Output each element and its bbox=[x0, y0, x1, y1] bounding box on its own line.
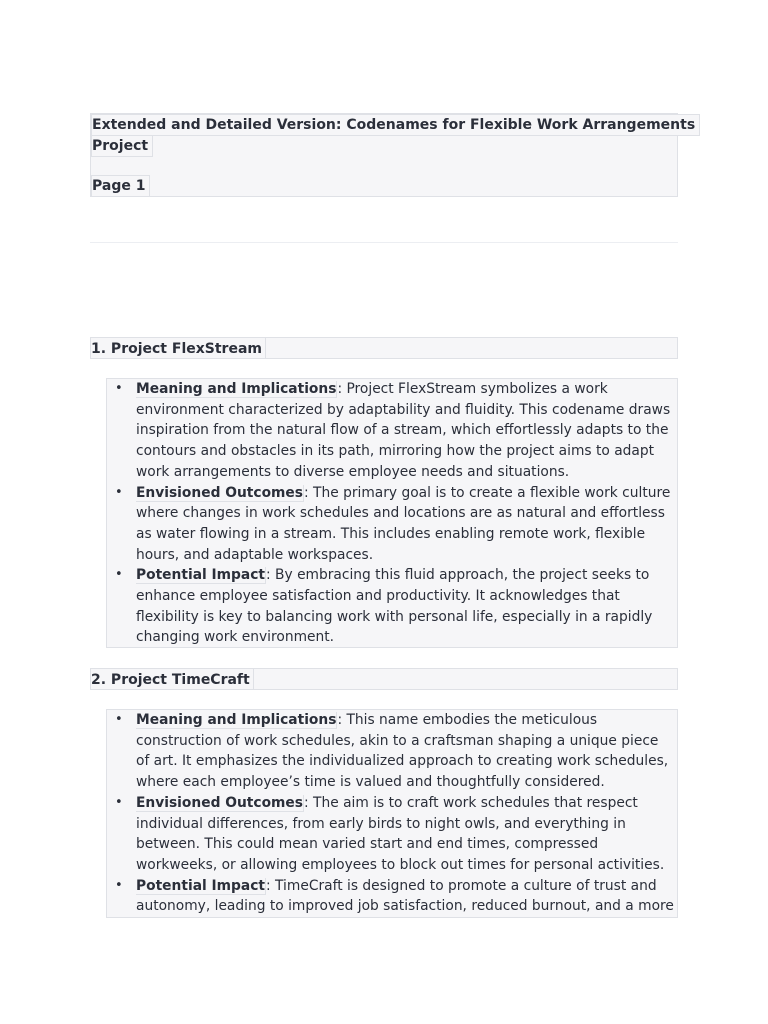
bullet-text: : Project FlexStream symbolizes a work environment characterized by adaptability and fluidity. This codename draws inspiration from the natural flow of a stream, which effortlessly adapts to the contours and obstacles in its path, mirroring how the project aims to adapt work arrangements to diverse employee needs and situations. bbox=[136, 381, 671, 480]
bullet-term: Envisioned Outcomes bbox=[136, 484, 303, 501]
list-item bbox=[107, 565, 677, 648]
list-item bbox=[107, 710, 677, 793]
bullet-icon: • bbox=[115, 712, 123, 727]
bullet-term: Envisioned Outcomes bbox=[136, 794, 303, 811]
bullet-icon: • bbox=[115, 567, 123, 583]
section-heading-text: 2. Project TimeCraft bbox=[90, 668, 254, 690]
list-item bbox=[107, 483, 677, 566]
bullet-text: : The aim is to craft work schedules that respect individual differences, from early birds to night owls, and everything in between. This could mean varied start and end times, compressed workweeks, or allowing employees to block out times for personal activities. bbox=[136, 794, 665, 873]
bullet-icon: • bbox=[115, 381, 123, 396]
title-block bbox=[90, 113, 696, 197]
divider bbox=[90, 242, 678, 243]
bullet-term: Potential Impact bbox=[136, 567, 266, 584]
bullet-text: : By embracing this fluid approach, the project seeks to enhance employee satisfaction and productivity. It acknowledges that flexibility is key to balancing work with personal life, especially in a rapidly changing work environment. bbox=[136, 567, 653, 646]
bullet-term: Potential Impact bbox=[136, 877, 266, 894]
page-label: Page 1 bbox=[91, 175, 150, 197]
list-item bbox=[107, 379, 677, 483]
section-heading-timecraft bbox=[90, 668, 678, 690]
bullet-text: : This name embodies the meticulous construction of work schedules, akin to a craftsman shaping a unique piece of art. It emphasizes the individualized approach to creating work schedules, where each employee’s time is valued and thoughtfully considered. bbox=[136, 712, 669, 791]
bullet-term: Meaning and Implications bbox=[136, 381, 337, 397]
section-heading-flexstream bbox=[90, 337, 678, 359]
bullet-list-timecraft bbox=[106, 709, 678, 918]
bullet-text: : The primary goal is to create a flexible work culture where changes in work schedules and locations are as natural and effortless as water flowing in a stream. This includes enabling remote work, flexible hours, and adaptable workspaces. bbox=[136, 484, 671, 563]
bullet-icon: • bbox=[115, 794, 123, 810]
bullet-list-flexstream bbox=[106, 378, 678, 648]
bullet-term: Meaning and Implications bbox=[136, 712, 337, 728]
bullet-icon: • bbox=[115, 484, 123, 500]
document-title-line-1: Extended and Detailed Version: Codenames for Flexible Work Arrangements bbox=[91, 114, 700, 136]
bullet-text: : TimeCraft is designed to promote a culture of trust and autonomy, leading to improved job satisfaction, reduced burnout, and a more bbox=[136, 877, 674, 915]
section-heading-text: 1. Project FlexStream bbox=[90, 337, 266, 359]
list-item bbox=[107, 876, 677, 917]
document-title-line-2: Project bbox=[91, 135, 153, 157]
list-item bbox=[107, 793, 677, 876]
bullet-icon: • bbox=[115, 877, 123, 893]
